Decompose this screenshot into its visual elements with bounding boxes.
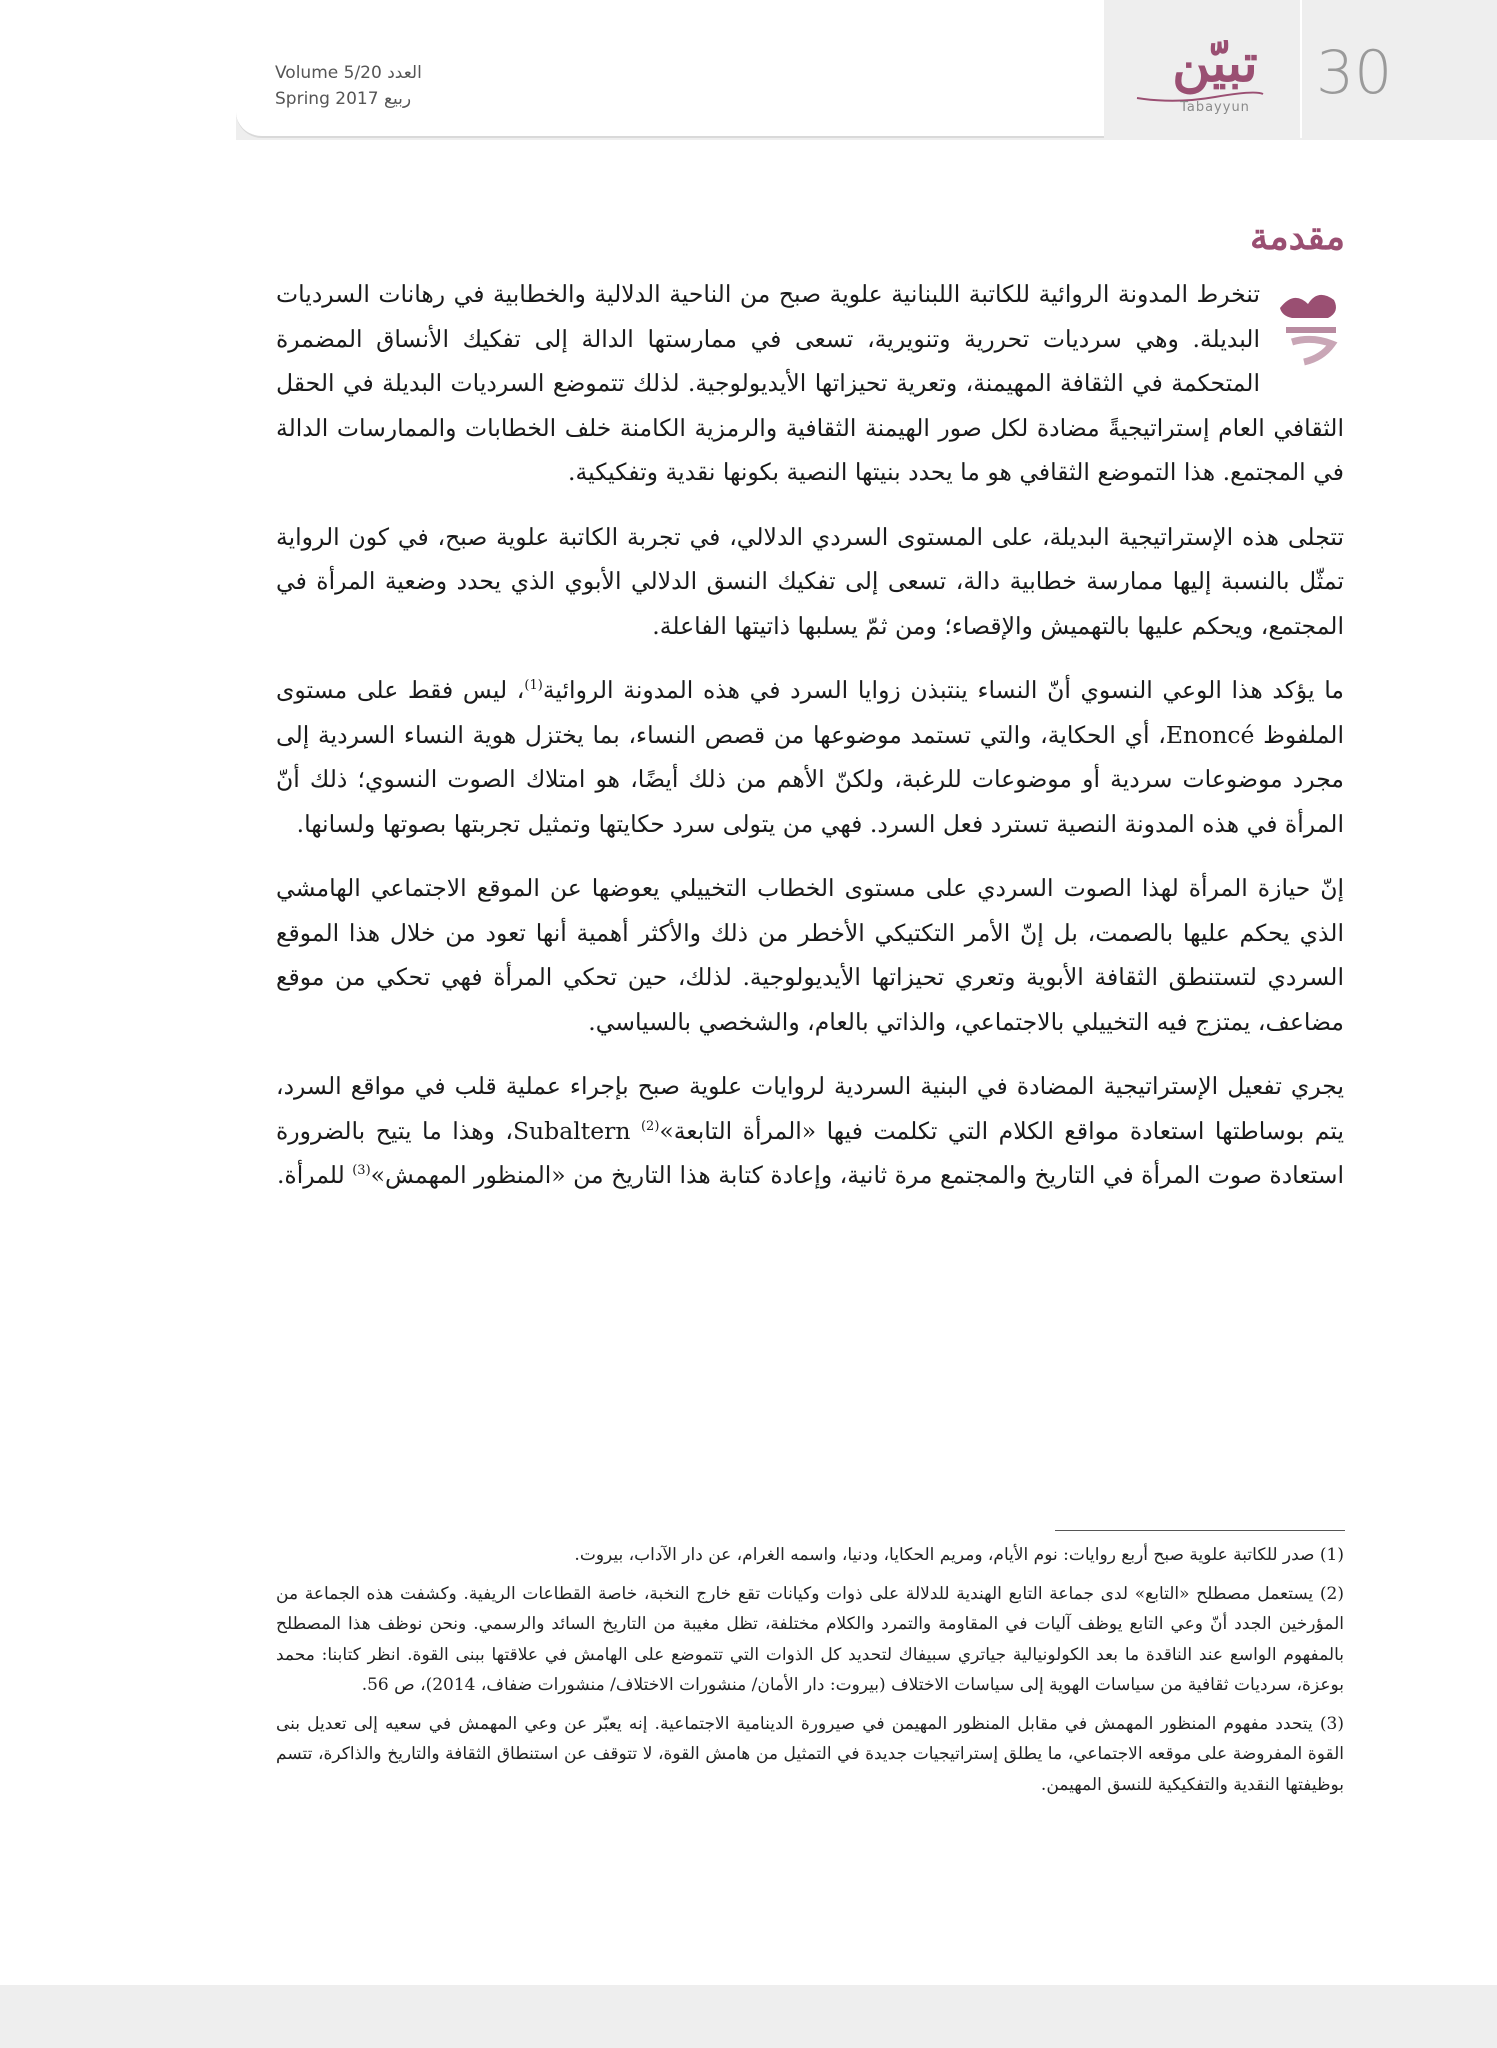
paragraph-2: تتجلى هذه الإستراتيجية البديلة، على المستوى السردي الدلالي، في تجربة الكاتبة علوية صبح، في كون الرواية تمثّل بالنسبة إليها ممارسة خطابية دالة، تسعى إلى تفكيك النسق الدلالي الأبوي الذي يحدد وضعية المرأة في المجتمع، ويحكم عليها بالتهميش والإقصاء؛ ومن ثمّ يسلبها ذاتيتها الفاعلة. — [276, 522, 1344, 640]
paragraph-5-part-a: يجري تفعيل الإستراتيجية المضادة في البنية السردية لروايات علوية صبح بإجراء عملية قلب في مواقع السرد، يتم بوساطتها استعادة مواقع الكلام التي تكلمت فيها «المرأة التابعة» — [276, 1072, 1344, 1145]
paragraph-3-part-b: ، ليس فقط على مستوى الملفوظ Enoncé، أي الحكاية، والتي تستمد موضوعها من قصص النساء، بما يختزل هوية النساء السردية إلى مجرد موضوعات سردية أو موضوعات للرغبة، ولكنّ الأهم من ذلك أيضًا، هو امتلاك الصوت النسوي؛ ذلك أنّ المرأة في هذه المدونة النصية تسترد فعل السرد. فهي من يتولى سرد حكايتها وتمثيل تجربتها بصوتها ولسانها. — [276, 676, 1344, 838]
paragraph-1 — [276, 272, 1344, 495]
volume-line: Volume 5/20 العدد — [275, 63, 422, 83]
footnote-2: (2) يستعمل مصطلح «التابع» لدى جماعة التابع الهندية للدلالة على ذوات وكيانات تقع خارج النخبة، خاصة القطاعات الريفية. وكشفت هذه الجماعة من المؤرخين الجدد أنّ وعي التابع يوظف آليات في المقاومة والتمرد والكلام مختلفة، تظل مغيبة من التاريخ السائد والرسمي. ونحن نوظف هذا المصطلح بالمفهوم الواسع عند الناقدة ما بعد الكولونيالية جياتري سبيفاك لتحديد كل الذوات التي تتموضع على الهامش في علاقتها ببنى القوة. انظر كتابنا: محمد بوعزة، سرديات ثقافية من سياسات الهوية إلى سياسات الاختلاف (بيروت: دار الأمان/ منشورات الاختلاف/ منشورات ضفاف، 2014)، ص 56. — [276, 1583, 1344, 1695]
paragraph-5 — [276, 1064, 1344, 1198]
paragraph-5-part-b: Subaltern، وهذا ما يتيح بالضرورة استعادة صوت المرأة في التاريخ والمجتمع مرة ثانية، وإعادة كتابة هذا التاريخ من «المنظور المهمش» — [276, 1116, 1344, 1189]
journal-logo-latin: Tabayyun — [1180, 100, 1250, 115]
footnote-3: (3) يتحدد مفهوم المنظور المهمش في مقابل المنظور المهيمن في صيرورة الدينامية الاجتماعية. إنه يعبّر عن وعي المهمش في سعيه إلى تعديل بنى القوة المفروضة على موقعه الاجتماعي، ما يطلق إستراتيجيات جديدة في التمثيل من هامش القوة، لا تتوقف عن استنطاق الثقافة والتاريخ والذاكرة، تتسم بوظيفتها النقدية والتفكيكية للنسق المهيمن. — [276, 1713, 1344, 1795]
footnote-separator — [1055, 1530, 1345, 1531]
drop-cap-ornament-icon — [1274, 278, 1344, 366]
header-left-margin — [0, 0, 236, 140]
footnote-ref-1[interactable]: (1) — [524, 678, 543, 694]
footnotes — [276, 1540, 1344, 1808]
page-number: 30 — [1316, 38, 1393, 108]
paragraph-4: إنّ حيازة المرأة لهذا الصوت السردي على مستوى الخطاب التخييلي يعوضها عن الموقع الاجتماعي الهامشي الذي يحكم عليها بالصمت، بل إنّ الأمر التكتيكي الأخطر من ذلك والأكثر أهمية أنها تعود من خلال هذا الموقع السردي لتستنطق الثقافة الأبوية وتعري تحيزاتها الأيديولوجية. لذلك، حين تحكي المرأة فهي تحكي من موقع مضاعف، يمتزج فيه التخييلي بالاجتماعي، والذاتي بالعام، والشخصي بالسياسي. — [276, 874, 1344, 1036]
paragraph-5-part-c: للمرأة. — [276, 1161, 353, 1189]
journal-logo: تبيّن — [1172, 33, 1258, 94]
section-title: مقدمة — [1250, 216, 1345, 258]
issue-info — [275, 60, 422, 112]
paragraph-3 — [276, 668, 1344, 846]
article-body — [276, 272, 1344, 1218]
paragraph-3-part-a: ما يؤكد هذا الوعي النسوي أنّ النساء ينتبذن زوايا السرد في هذه المدونة الروائية — [542, 676, 1345, 704]
footnote-ref-2[interactable]: (2) — [640, 1118, 660, 1134]
season-line: Spring 2017 ربيع — [275, 89, 412, 109]
paragraph-1-text: تنخرط المدونة الروائية للكاتبة اللبنانية علوية صبح من الناحية الدلالية والخطابية في رهانات السرديات البديلة. وهي سرديات تحررية وتنويرية، تسعى في ممارستها الدالة إلى تفكيك الأنساق المضمرة المتحكمة في الثقافة المهيمنة، وتعرية تحيزاتها الأيديولوجية. لذلك تتموضع السرديات البديلة في الحقل الثقافي العام إستراتيجيةً مضادة لكل صور الهيمنة الثقافية والرمزية الكامنة خلف الخطابات والممارسات الدالة في المجتمع. هذا التموضع الثقافي هو ما يحدد بنيتها النصية بكونها نقدية وتفكيكية. — [276, 280, 1344, 486]
page-number-divider — [1300, 0, 1302, 138]
footer-band — [0, 1985, 1497, 2048]
footnote-ref-3[interactable]: (3) — [352, 1163, 371, 1179]
footnote-1: (1) صدر للكاتبة علوية صبح أربع روايات: نوم الأيام، ومريم الحكايا، ودنيا، واسمه الغرام، عن دار الآداب، بيروت. — [574, 1545, 1344, 1565]
